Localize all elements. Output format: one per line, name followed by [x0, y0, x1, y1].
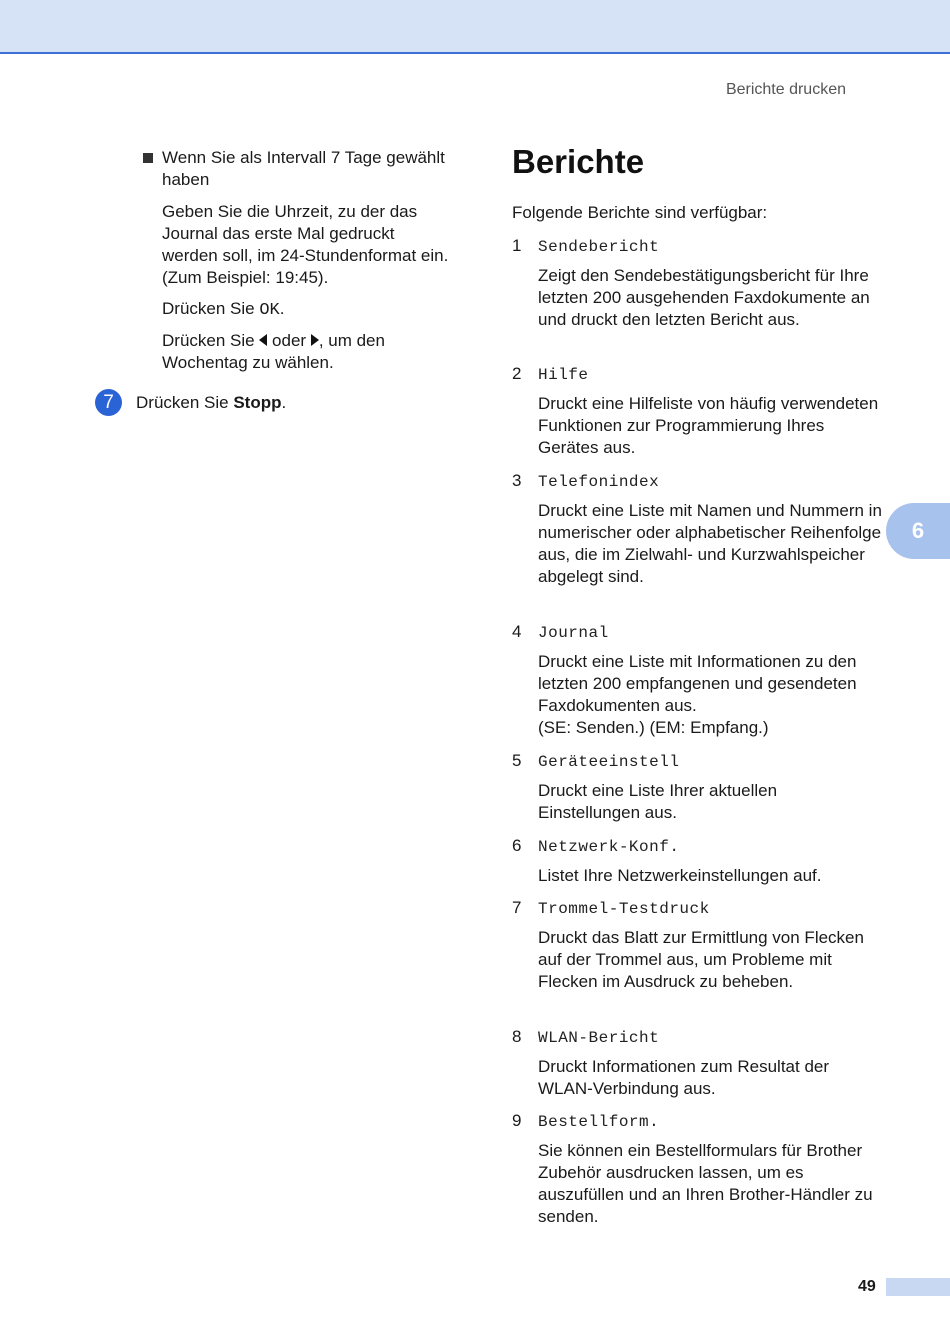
- report-description: Druckt eine Hilfeliste von häufig verwendeten Funktionen zur Programmierung Ihres Gerätes aus.: [538, 394, 879, 457]
- step-number-badge: 7: [95, 389, 122, 416]
- report-code: Trommel-Testdruck: [538, 900, 710, 918]
- press-ok-suffix: .: [279, 299, 285, 318]
- instruction-press-ok: [162, 298, 452, 322]
- page-title: Berichte: [512, 143, 645, 180]
- header-band: [0, 0, 950, 54]
- report-code: Geräteeinstell: [538, 753, 680, 771]
- weekday-suffix: , um den Wochentag zu wählen.: [162, 331, 385, 372]
- report-description: Druckt das Blatt zur Ermittlung von Flecken auf der Trommel aus, um Probleme mit Flecken im Ausdruck zu beheben.: [538, 928, 864, 991]
- bullet-text: Wenn Sie als Intervall 7 Tage gewählt haben: [162, 148, 445, 189]
- footer-band: [886, 1278, 950, 1296]
- weekday-prefix: Drücken Sie: [162, 331, 260, 350]
- report-code: Netzwerk-Konf.: [538, 838, 680, 856]
- report-number: 2: [512, 364, 522, 383]
- report-description-legend: (SE: Senden.) (EM: Empfang.): [538, 718, 769, 737]
- report-number: 4: [512, 622, 522, 641]
- report-number: 5: [512, 751, 522, 770]
- report-number: 3: [512, 471, 522, 490]
- report-description: [538, 651, 883, 739]
- report-description: Druckt eine Liste mit Namen und Nummern in numerischer oder alphabetischer Reihenfolge aus, die im Zielwahl- und Kurzwahlspeicher abgelegt sind.: [538, 501, 882, 586]
- report-code: Journal: [538, 624, 609, 642]
- report-code: Sendebericht: [538, 238, 660, 256]
- weekday-mid: oder: [267, 331, 311, 350]
- report-description-main: Druckt eine Liste mit Informationen zu den letzten 200 empfangenen und gesendeten Faxdokumenten aus.: [538, 652, 857, 715]
- chapter-tab: 6: [886, 503, 950, 559]
- report-number: 9: [512, 1111, 522, 1130]
- report-description: Druckt eine Liste Ihrer aktuellen Einstellungen aus.: [538, 781, 778, 822]
- step-prefix: Drücken Sie: [136, 393, 234, 412]
- report-code: Hilfe: [538, 366, 589, 384]
- report-number: 6: [512, 836, 522, 855]
- report-number: 7: [512, 898, 522, 917]
- press-ok-prefix: Drücken Sie: [162, 299, 260, 318]
- report-description: Zeigt den Sendebestätigungsbericht für Ihre letzten 200 ausgehenden Faxdokumente an und druckt den letzten Bericht aus.: [538, 266, 870, 329]
- stop-key: Stopp: [233, 393, 282, 412]
- report-code: WLAN-Bericht: [538, 1029, 660, 1047]
- ok-key: OK: [259, 301, 280, 320]
- right-arrow-icon: [311, 334, 319, 346]
- instruction-time: Geben Sie die Uhrzeit, zu der das Journal das erste Mal gedruckt werden soll, im 24-Stundenformat ein. (Zum Beispiel: 19:45).: [162, 202, 449, 287]
- report-description: Listet Ihre Netzwerkeinstellungen auf.: [538, 866, 822, 885]
- intro-text: Folgende Berichte sind verfügbar:: [512, 203, 768, 222]
- report-description: Druckt Informationen zum Resultat der WLAN-Verbindung aus.: [538, 1057, 830, 1098]
- square-bullet-icon: [143, 153, 153, 163]
- instruction-weekday: [162, 330, 452, 374]
- report-number: 8: [512, 1027, 522, 1046]
- report-code: Bestellform.: [538, 1113, 660, 1131]
- page-number: 49: [858, 1278, 876, 1295]
- step-suffix: .: [281, 393, 287, 412]
- step-text: [136, 392, 436, 414]
- report-description: Sie können ein Bestellformulars für Brother Zubehör ausdrucken lassen, um es auszufüllen und an Ihren Brother-Händler zu senden.: [538, 1141, 873, 1226]
- running-head: Berichte drucken: [725, 81, 846, 98]
- report-code: Telefonindex: [538, 473, 660, 491]
- report-number: 1: [512, 236, 522, 255]
